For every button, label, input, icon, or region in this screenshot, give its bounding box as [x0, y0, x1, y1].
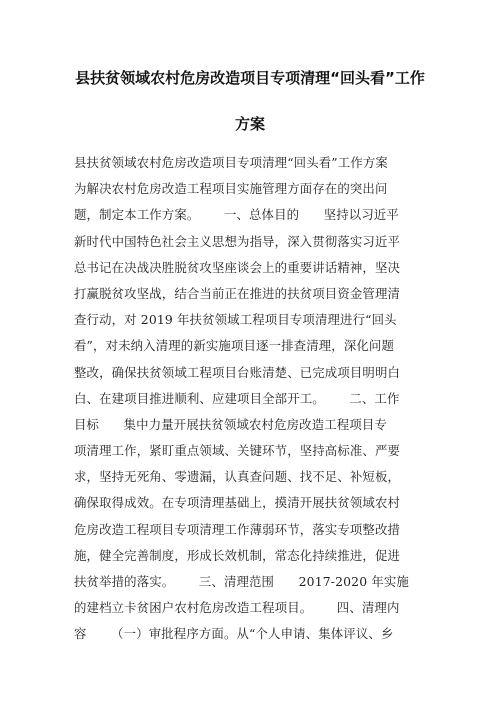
body-line: 题，制定本工作方案。 一、总体目的 坚持以习近平	[74, 207, 399, 223]
body-line: 新时代中国特色社会主义思想为指导，深入贯彻落实习近平	[74, 233, 401, 249]
body-line: 为解决农村危房改造工程项目实施管理方面存在的突出问	[74, 181, 388, 197]
body-line: 打赢脱贫攻坚战，结合当前正在推进的扶贫项目资金管理清	[74, 285, 401, 301]
body-line: 危房改造工程项目专项清理工作薄弱环节，落实专项整改措	[74, 521, 401, 537]
document-title-line-2: 方案	[234, 115, 265, 133]
body-line: 容 （一）审批程序方面。从“个人申请、集体评议、乡	[74, 626, 394, 642]
body-line: 施，健全完善制度，形成长效机制，常态化持续推进，促进	[74, 547, 401, 563]
body-line: 扶贫举措的落实。 三、清理范围 2017-2020 年实施	[74, 574, 409, 589]
body-line: 整改，确保扶贫领域工程项目台账清楚、已完成项目明明白	[74, 364, 401, 380]
body-line: 总书记在决战决胜脱贫攻坚座谈会上的重要讲话精神，坚决	[74, 259, 401, 275]
body-line: 县扶贫领域农村危房改造项目专项清理“回头看”工作方案	[74, 155, 388, 170]
body-line: 项清理工作，紧盯重点领域、关键环节，坚持高标准、严要	[74, 443, 401, 459]
body-line: 查行动，对 2019 年扶贫领域工程项目专项清理进行“回头	[74, 312, 397, 328]
body-line: 确保取得成效。在专项清理基础上，摸清开展扶贫领域农村	[74, 495, 401, 511]
document-title-line-1: 县扶贫领域农村危房改造项目专项清理“回头看”工作	[75, 69, 425, 87]
body-line: 白、在建项目推进顺利、应建项目全部开工。 二、工作	[74, 390, 400, 406]
body-line: 看”，对未纳入清理的新实施项目逐一排查清理，深化问题	[74, 338, 394, 354]
document-body	[74, 150, 434, 648]
body-line: 目标 集中力量开展扶贫领域农村危房改造工程项目专	[74, 416, 387, 432]
body-line: 的建档立卡贫困户农村危房改造工程项目。 四、清理内	[74, 600, 400, 616]
body-line: 求，坚持无死角、零遗漏，认真查问题、找不足、补短板，	[74, 469, 401, 485]
